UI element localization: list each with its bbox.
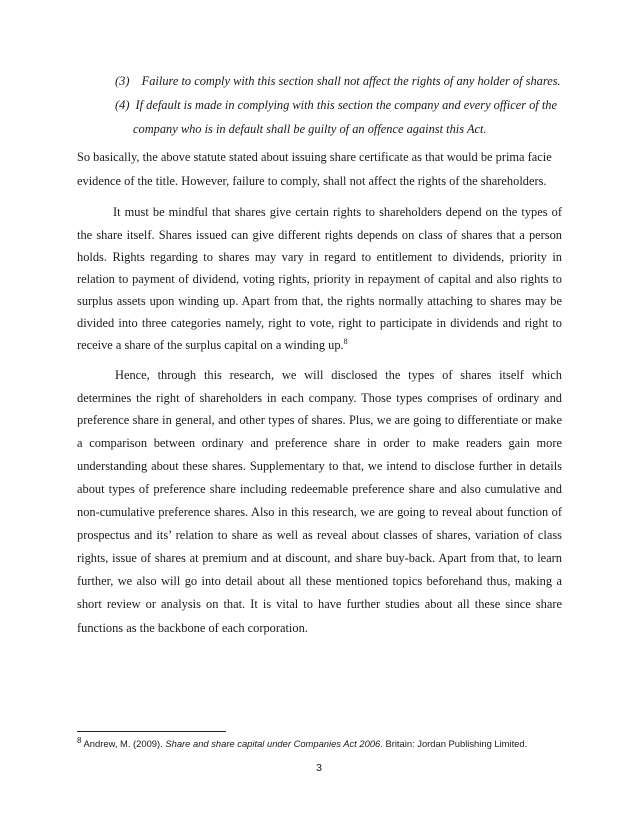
footnote-text-before: Andrew, M. (2009). [83,738,166,749]
paragraph-2-line: relation to payment of dividend, voting rights, priority in repayment of capital and also rights to [77,272,562,286]
footnote-title: Share and share capital under Companies Act 2006 [165,738,381,749]
paragraph-2-last-line [77,338,348,353]
paragraph-3-line: functions as the backbone of each corporation. [77,621,308,635]
list-item-number: (4) [115,98,130,112]
list-item-4-continuation: company who is in default shall be guilty of an offence against this Act. [133,122,487,136]
page-number: 3 [316,762,322,774]
paragraph-3-line: rights, issue of shares at premium and at discount, and share buy-back. Apart from that, to learn [77,551,562,565]
list-item-text: Failure to comply with this section shall not affect the rights of any holder of shares. [141,74,561,88]
footnote-separator [77,731,226,732]
paragraph-3-line: about types of preference share including redeemable preference share and also cumulative and [77,482,562,496]
paragraph-2-line: surplus assets upon winding up. Apart from that, the rights normally attaching to shares may be [77,294,562,308]
list-item-text: If default is made in complying with this section the company and every officer of the [135,98,557,112]
paragraph-2-line: holds. Rights regarding to shares may vary in regard to entitlement to dividends, priority in [77,250,562,264]
footnote-number: 8 [77,735,82,745]
paragraph-2-line: the share itself. Shares issued can give different rights depends on class of shares that a person [77,228,562,242]
paragraph-3-line: understanding about these shares. Supplementary to that, we intend to disclose further in details [77,459,562,473]
paragraph-2-line: It must be mindful that shares give certain rights to shareholders depend on the types of [113,205,562,219]
paragraph-1-line: So basically, the above statute stated about issuing share certificate as that would be prima facie [77,150,552,164]
footnote-text-after: . Britain: Jordan Publishing Limited. [380,738,528,749]
footnote-reference[interactable]: 8 [343,336,348,346]
paragraph-3-line: further, we also will go into detail about all these mentioned topics beforehand thus, making a [77,574,562,588]
paragraph-3-line: preference share in general, and other types of shares. Plus, we are going to differentiate or make [77,413,562,427]
paragraph-2-line: receive a share of the surplus capital on a winding up. [77,338,344,352]
list-item-3 [115,74,561,89]
list-item-4 [115,98,562,113]
paragraph-3-line: non-cumulative preference shares. Also in this research, we are going to reveal about function of [77,505,562,519]
paragraph-1-line: evidence of the title. However, failure to comply, shall not affect the rights of the shareholders. [77,174,547,188]
paragraph-3-line: determines the right of shareholders in each company. Those types comprises of ordinary and [77,391,562,405]
paragraph-3-line: short review or analysis on that. It is vital to have further studies about all these since share [77,597,562,611]
paragraph-3-line: a comparison between ordinary and preference share in order to make readers gain more [77,436,562,450]
paragraph-2-line: divided into three categories namely, right to vote, right to participate in dividends and right to [77,316,562,330]
footnote [77,735,528,749]
list-item-number: (3) [115,74,130,88]
paragraph-3-line: Hence, through this research, we will disclosed the types of shares itself which [115,368,562,382]
paragraph-3-line: prospectus and its’ relation to share as well as reveal about classes of shares, variation of class [77,528,562,542]
